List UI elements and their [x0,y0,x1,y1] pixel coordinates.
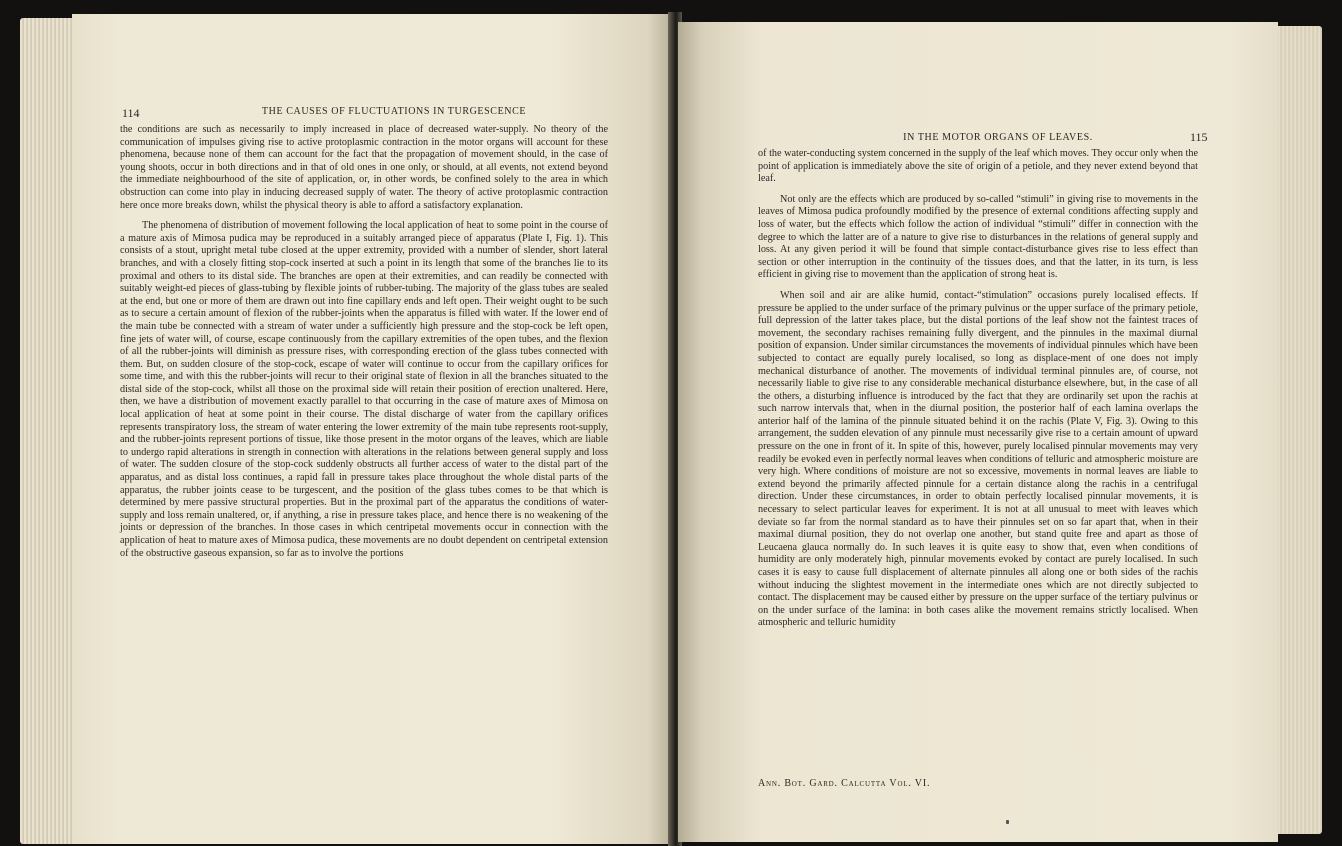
page-mark [1006,820,1009,824]
page-number-left: 114 [122,106,140,120]
paragraph: When soil and air are alike humid, contact-“stimulation” occasions purely localised effects. If pressure be applied to the under surface of the primary pulvinus or the upper surface of the primary petiole, full depression of the latter takes place, but the distal portions of the leaf show not the faintest traces of movement, the secondary rachises remaining fully divergent, and the pinnules in the maximal diurnal position of expansion. Under similar circumstances the movements of individual pinnules which have been subjected to contact are equally purely localised, so long as displace-ment of one does not imply mechanical disturbance of another. The movements of individual terminal pinnules are, of course, not necessarily liable to give rise to any considerable mechanical disturbance elsewhere, but, in the case of all the others, a disturbing influence is introduced by the fact that they are ordinarily set upon the rachis at such narrow intervals that, when in the diurnal position, the posterior half of each lamina overlaps the anterior half of the lamina of the pinnule situated behind it on the rachis (Plate V, Fig. 3). Owing to this arrangement, the sudden elevation of any pinnule must necessarily give rise to a certain amount of upward pressure on the one in front of it. In spite of this, however, purely localised pinnular movements may very readily be evoked even in perfectly normal leaves when conditions of telluric and atmospheric moisture are very high. Where conditions of moisture are not so excessive, movements in normal leaves are liable to extend beyond the primarily affected pinnule for a certain distance along the rachis in a centrifugal direction. Under these circumstances, in order to obtain perfectly localised pinnular movements, it is necessary to select particular leaves for experiment. It is not at all unusual to meet with leaves which deviate so far from the normal standard as to have their pinnules set on so far apart that, when in their maximal diurnal position, they do not overlap one another, but stand quite free and apart as those of Leucaena glauca normally do. In such leaves it is quite easy to show that, even when conditions of humidity are only moderately high, pinnular movements evoked by contact are purely localised. In such cases it is easy to cause full displacement of alternate pinnules all along one or both sides of the rachis without inducing the slightest movement in the intermediate ones which are not directly subjected to contact. The displacement may be caused either by pressure on the upper surface of the tertiary pulvinus or on the under surface of the lamina: in both cases alike the movement remains strictly localised. When atmospheric and telluric humidity [758,289,1198,629]
paragraph: The phenomena of distribution of movement following the local application of heat to some point in the course of a mature axis of Mimosa pudica may be reproduced in a suitably arranged piece of apparatus (Plate I, Fig. 1). This consists of a stout, upright metal tube closed at the upper extremity, provided with a number of slender, short lateral branches, and with a closely fitting stop-cock inserted at such a point in its length that some of the branches lie to its proximal and others to its distal side. The branches are open at their extremities, and can readily be connected with suitably weight-ed pieces of glass-tubing by flexible joints of rubber-tubing. The majority of the glass tubes are sealed at the end, but one or more of them are drawn out into fine capillary ends and left open. Their weight ought to be such as to secure a certain amount of flexion of the rubber-joints when the apparatus is filled with water. If the lower end of the main tube be connected with a stream of water under a sufficiently high pressure and the stop-cock be left open, fine jets of water will, of course, escape continuously from the capillary extremities of the open tubes, and the flexion of all the rubber-joints will diminish as pressure rises, with corresponding erection of the glass tubes connected with them. But, on sudden closure of the stop-cock, escape of water will continue to occur from the capillary orifices for some time, and with this the rubber-joints will recur to their original state of flexion in all the branches situated to the distal side of the stop-cock, whilst all those on the proximal side will retain their position of erection unaltered. Here, then, we have a distribution of movement exactly parallel to that occurring in the case of mature axes of Mimosa on local application of heat at some point in their course. The distal discharge of water from the capillary orifices represents transpiratory loss, the stream of water entering the lower extremity of the main tube represents root-supply, and the rubber-joints represent portions of tissue, like those present in the motor organs of the leaves, which are liable to undergo rapid alterations in strength in connection with alterations in the relations between general supply and loss of water. The sudden closure of the stop-cock suddenly obstructs all further access of water to the distal part of the apparatus, and as distal loss continues, a rapid fall in pressure takes place throughout the whole distal parts of the apparatus, the rubber joints cease to be turgescent, and the position of the glass tubes comes to be that which is determined by mere passive structural properties. But in the proximal part of the apparatus the conditions of water-supply and loss remain unaltered, or, if anything, a rise in pressure takes place, and hence there is no weakening of the joints or depression of the branches. In those cases in which centripetal movements occur in connection with the application of heat to mature axes of Mimosa pudica, these movements are no doubt dependent on centripetal extension of the obstructive gaseous expansion, so far as to involve the portions [120,220,608,559]
right-text-block [758,148,1198,638]
running-head-left: THE CAUSES OF FLUCTUATIONS IN TURGESCENCE [261,106,527,117]
right-page [678,22,1278,842]
running-head-right: IN THE MOTOR ORGANS OF LEAVES. [903,132,1093,143]
page-number-right: 115 [1190,130,1208,144]
left-page-stack [20,18,80,844]
left-text-block [120,124,608,568]
paragraph: of the water-conducting system concerned in the supply of the leaf which moves. They occur only when the point of application is immediately above the site of origin of a petiole, and they never extend beyond that leaf. [758,148,1198,185]
footer-signature: Ann. Bot. Gard. Calcutta Vol. VI. [758,778,931,789]
left-page [72,14,672,844]
paragraph: the conditions are such as necessarily to imply increased in place of decreased water-supply. No theory of the communication of impulses giving rise to active protoplasmic contraction in the motor organs will account for these phenomena, because none of them can account for the fact that the propagation of movement should, in the case of young shoots, occur in both directions and in that of old ones in one only, or should, at all events, not extend beyond the immediate neighbourhood of the site of application, or, in other words, be confined solely to the area in which obstruction can come into play in inducing decreased supply of water. The theory of active protoplasmic contraction here once more breaks down, whilst the physical theory is able to afford a satisfactory explanation. [120,124,608,211]
paragraph: Not only are the effects which are produced by so-called “stimuli” in giving rise to movements in the leaves of Mimosa pudica profoundly modified by the presence of external conditions affecting supply and loss of water, but the effects which follow the action of individual “stimuli” differ in connection with the degree to which the latter are of a nature to give rise to disturbances in the relations of general supply and loss. At any given period it will be found that simple contact-disturbance gives rise to less effect than section or other interruption in the continuity of the tissues does, and that the latter, in its turn, is less efficient in giving rise to movement than the application of strong heat is. [758,193,1198,281]
